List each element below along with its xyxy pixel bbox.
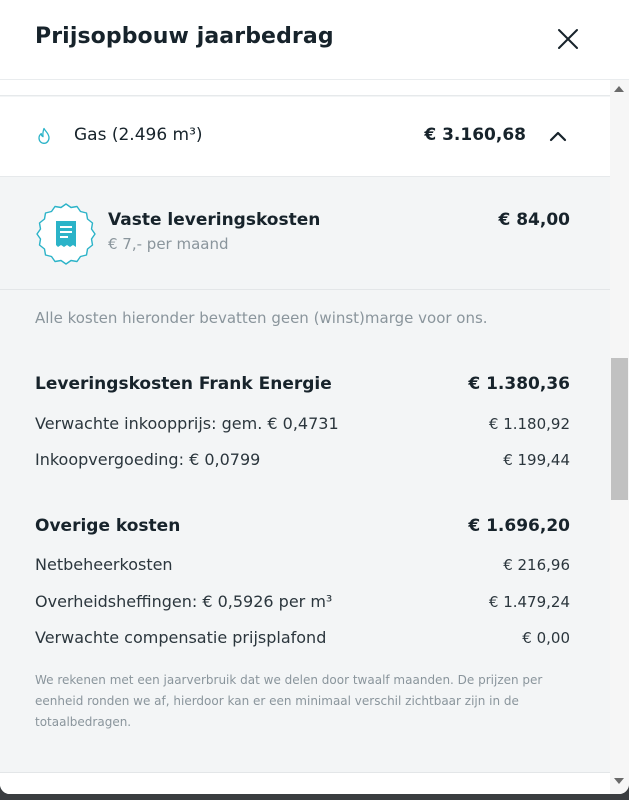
delivery-costs-amount: € 1.380,36: [468, 374, 570, 394]
gas-accordion-header[interactable]: [0, 97, 610, 177]
grid-costs-amount: € 216,96: [503, 556, 570, 574]
margin-note: Alle kosten hieronder bevatten geen (winst)marge voor ons.: [35, 309, 488, 327]
gas-label: Gas (2.496 m³): [74, 125, 203, 145]
purchase-price-amount: € 1.180,92: [488, 415, 570, 433]
flame-icon: [37, 127, 51, 145]
grid-costs-label: Netbeheerkosten: [35, 555, 173, 574]
chevron-up-icon[interactable]: [549, 130, 567, 142]
fixed-costs-row: [0, 178, 610, 290]
price-cap-compensation-label: Verwachte compensatie prijsplafond: [35, 628, 327, 647]
gas-total-amount: € 3.160,68: [424, 125, 526, 145]
government-levies-label: Overheidsheffingen: € 0,5926 per m³: [35, 592, 333, 611]
fixed-costs-subtitle: € 7,- per maand: [108, 235, 229, 253]
scroll-down-arrow-icon[interactable]: [614, 778, 624, 784]
price-cap-compensation-amount: € 0,00: [522, 629, 570, 647]
purchase-price-label: Verwachte inkoopprijs: gem. € 0,4731: [35, 414, 339, 433]
government-levies-amount: € 1.479,24: [488, 593, 570, 611]
modal-title: Prijsopbouw jaarbedrag: [35, 24, 334, 49]
other-costs-title: Overige kosten: [35, 516, 181, 536]
previous-section-edge: [0, 80, 610, 96]
fixed-costs-title: Vaste leveringskosten: [108, 210, 321, 230]
modal-header: [0, 0, 629, 80]
other-costs-amount: € 1.696,20: [468, 516, 570, 536]
footnote: We rekenen met een jaarverbruik dat we delen door twaalf maanden. De prijzen per eenheid ronden we af, hierdoor kan er een minimaal verschil zichtbaar zijn in de totaalbedragen.: [35, 673, 543, 729]
purchase-fee-amount: € 199,44: [503, 451, 570, 469]
modal-body: [0, 80, 610, 794]
delivery-costs-title: Leveringskosten Frank Energie: [35, 374, 332, 394]
close-icon: [553, 24, 583, 54]
fixed-costs-amount: € 84,00: [498, 210, 570, 230]
close-button[interactable]: [553, 24, 583, 54]
next-section-edge: [0, 773, 610, 794]
receipt-icon: [34, 202, 98, 266]
scroll-up-arrow-icon[interactable]: [614, 86, 624, 92]
purchase-fee-label: Inkoopvergoeding: € 0,0799: [35, 450, 261, 469]
scrollbar-thumb[interactable]: [611, 358, 628, 500]
